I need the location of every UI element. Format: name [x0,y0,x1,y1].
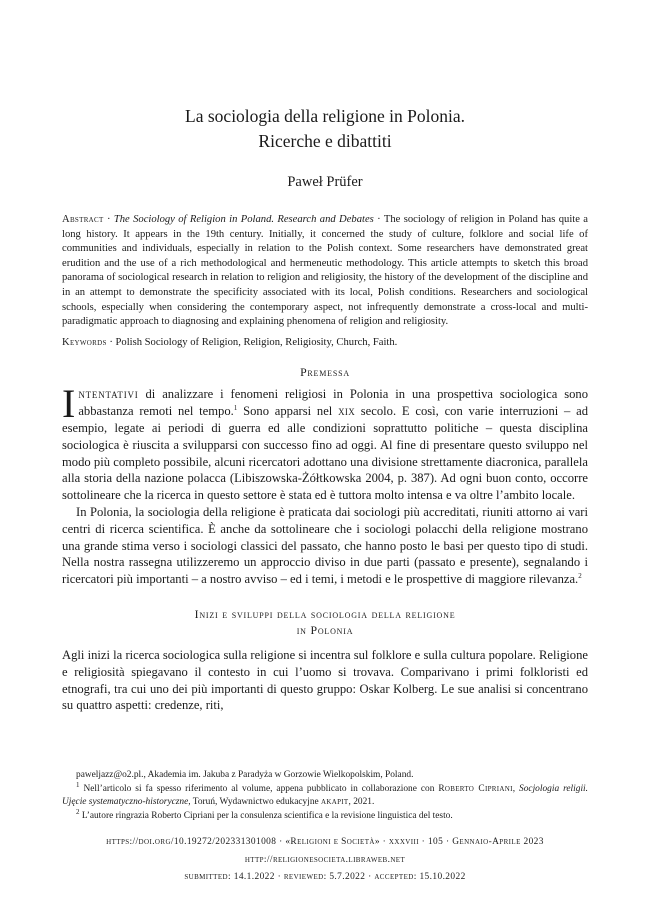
keywords: Keywords · Polish Sociology of Religion, Religion, Religiosity, Church, Faith. [62,336,398,348]
author-affiliation-note: paweljazz@o2.pl., Akademia im. Jakuba z Paradyża w Gorzowie Wielkopolskim, Poland. [76,770,414,780]
section-premessa-body [62,381,588,588]
paragraph: Agli inizi la ricerca sociologica sulla religione si incentra sul folklore e sulla cultura popolare. Religione e religiosità spiegavano il contesto in cui l’uomo si trovava. Comparivano i primi folkloristi ed etnografi, tra cui uno dei più importanti di questo gruppo: Oskar Kolberg. Le sue analisi si concentrano su quattro aspetti: credenze, riti, [62,647,588,713]
article-page [62,0,588,714]
paragraph: In Polonia, la sociologia della religione è praticata dai sociologi più accreditati, riuniti attorno ai vari centri di ricerca scientifica. È anche da sottolineare che i sociologi polacchi della religione mostrano una grande stima verso i sociologi classici del passato, che hanno posto le basi per questo tipo di studi. Nella nostra rassegna utilizzeremo un approccio diviso in due parti (passato e presente), segnalando i ricercatori più importanti – a nostro avviso – ed i temi, i metodi e le prospettive di maggiore rilevanza.$^2$ [62,504,588,587]
author-name: Paweł Prüfer [287,174,363,190]
abstract-label: Abstract [62,214,104,225]
title-line-2: Ricerche e dibattiti [258,131,392,151]
section-inizi-body [62,647,588,714]
page-footer [62,834,588,887]
keywords-label: Keywords [62,336,107,348]
abstract-english-title: The Sociology of Religion in Poland. Research and Debates [113,214,374,225]
keywords-text: Polish Sociology of Religion, Religion, Religiosity, Church, Faith. [115,336,398,348]
footnote-1: $^1$ Nell’articolo si fa spesso riferimento al volume, appena pubblicato in collaborazione con Roberto Cipriani, Socjologia religii. Ujęcie systematyczno-historyczne, Toruń, Wydawnictwo edukacyjne akapit, 2021. [62,780,588,807]
footnote-2: $^2$ L’autore ringrazia Roberto Cipriani per la consulenza scientifica e la revisione linguistica del testo. [76,807,453,821]
journal-url[interactable]: http://religionesocieta.libraweb.net [244,854,406,865]
section-heading-inizi: Inizi e sviluppi della sociologia della religione in Polonia [194,606,456,637]
submission-dates: submitted: 14.1.2022 · reviewed: 5.7.2022 · accepted: 15.10.2022 [184,872,466,882]
footnote-ref-1[interactable]: 1 [233,403,238,412]
footnote-ref-2[interactable]: 2 [578,571,582,580]
drop-cap: I [62,381,76,427]
century-numeral: xix [338,404,355,419]
first-word: ntentativi [78,387,139,402]
title-line-1: La sociologia della religione in Polonia. [185,106,465,126]
doi-journal-line[interactable]: https://doi.org/10.19272/202331301008 · «Religioni e Società» · xxxviii · 105 · Gennaio-Aprile 2023 [106,837,544,847]
abstract-text: The sociology of religion in Poland has quite a long history. It appears in the 19th century. Initially, it concerned the study of culture, folklore and social life of communities and individuals, especially in relation to the Polish context. Some researchers have demonstrated great erudition and the use of a rich methodological and hermeneutic methodology. This article attempts to sketch this broad panorama of sociological research in relation to religion and religiosity, the history of the development of the discipline and in an attempt to demonstrate the specificity associated with its local, Polish conditions. Researchers and sociological schools, especially when considering the contemporary aspect, not infrequently demonstrate a cross-local and multi-paradigmatic approach to diagnosing and explaining phenomena of religion and religiosity. [62,214,588,328]
section-heading-premessa: Premessa [300,365,350,380]
article-title [62,104,588,154]
paragraph: Intentativi di analizzare i fenomeni religiosi in Polonia in una prospettiva sociologica sono abbastanza remoti nel tempo.$^1$ Sono apparsi nel xix secolo. E così, con varie interruzioni – ad esempio, legate ai periodi di guerra ed alle condizioni soprattutto politiche – questa disciplina sociologica è riuscita a svilupparsi con successo fino ad oggi. Al fine di presentare questo sviluppo nel modo più completo possibile, alcuni ricercatori adottano una divisione strettamente diacronica, parallela alla storia della nazione polacca (Libiszowska-Żółtkowska 2004, p. 387). Ad ogni buon conto, occorre sottolineare che la ricerca in questo settore è stata ed è tuttora molto intensa e va oltre l’ambito locale. [62,381,588,503]
abstract: Abstract · The Sociology of Religion in Poland. Research and Debates · The sociology of religion in Poland has quite a long history. It appears in the 19th century. Initially, it concerned the study of culture, folklore and social life of communities and individuals, especially in relation to the Polish context. Some researchers have demonstrated great erudition and the use of a rich methodological and hermeneutic methodology. This article attempts to sketch this broad panorama of sociological research in relation to religion and religiosity, the history of the development of the discipline and in an attempt to demonstrate the specificity associated with its local, Polish conditions. Researchers and sociological schools, especially when considering the contemporary aspect, not infrequently demonstrate a cross-local and multi-paradigmatic approach to diagnosing and explaining phenomena of religion and religiosity. [62,214,588,328]
footnotes [62,769,588,823]
